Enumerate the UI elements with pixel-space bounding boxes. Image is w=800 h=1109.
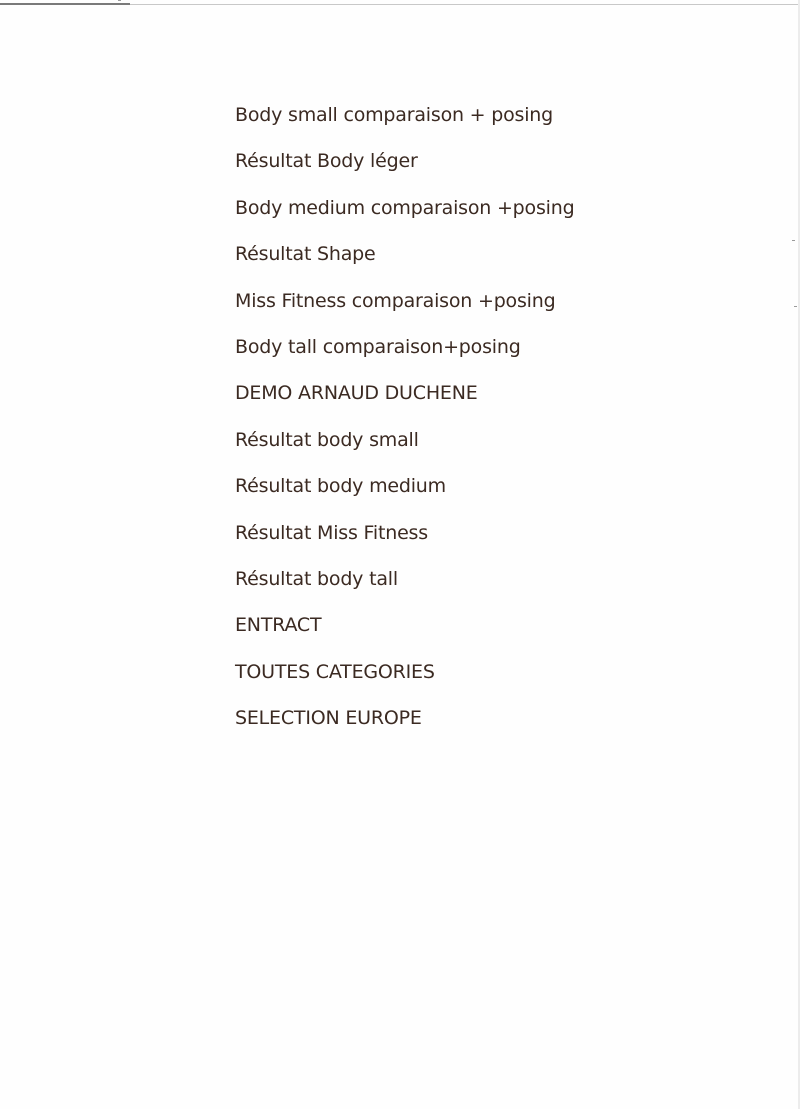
program-item: TOUTES CATEGORIES <box>235 660 435 683</box>
program-item: Résultat body tall <box>235 567 398 590</box>
program-list <box>235 102 574 751</box>
program-item: Résultat Miss Fitness <box>235 521 428 544</box>
program-item: Body medium comparaison +posing <box>235 196 575 219</box>
scan-speck <box>794 306 797 307</box>
program-item: Body small comparaison + posing <box>235 104 553 126</box>
program-item: DEMO ARNAUD DUCHENE <box>235 382 478 405</box>
program-item: ENTRACT <box>235 614 322 637</box>
scan-speck <box>792 240 795 241</box>
scan-top-edge-shadow <box>0 3 130 5</box>
program-item: SELECTION EUROPE <box>235 707 422 730</box>
program-item: Résultat Body léger <box>235 150 418 173</box>
program-item: Résultat Shape <box>235 243 376 266</box>
scan-speck <box>118 0 121 1</box>
program-item: Résultat body small <box>235 428 419 451</box>
program-item: Body tall comparaison+posing <box>235 335 521 358</box>
program-item: Résultat body medium <box>235 475 446 498</box>
program-item: Miss Fitness comparaison +posing <box>235 289 556 312</box>
